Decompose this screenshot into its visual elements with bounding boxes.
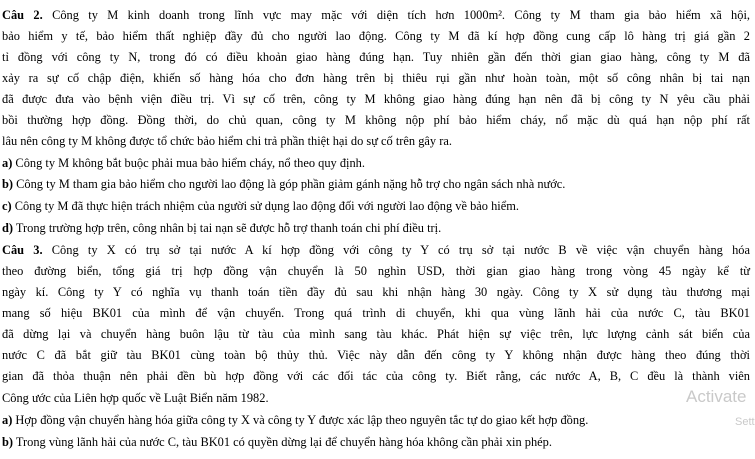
q2-line-1 xyxy=(2,5,750,25)
option-text: Công ty M đã thực hiện trách nhiệm của người sử dụng lao động đối với người lao động về bảo hiểm. xyxy=(11,199,519,213)
option-text: Hợp đồng vận chuyển hàng hóa giữa công ty X và công ty Y được xác lập theo nguyên tắc tự do giao kết hợp đồng. xyxy=(12,413,589,427)
q2-option-d xyxy=(2,218,750,238)
q2-line-5: đã được đưa vào bệnh viện điều trị. Vì sự cố trên, công ty M không giao hàng đúng hạn nên đã bị công ty N yêu cầu phải xyxy=(2,92,750,106)
q3-line-8: Công ước của Liên hợp quốc về Luật Biển năm 1982. xyxy=(2,391,269,405)
option-text: Công ty M không bắt buộc phải mua bảo hiểm cháy, nổ theo quy định. xyxy=(12,156,365,170)
q3-line-6: nước C đã bắt giữ tàu BK01 cùng toàn bộ thủy thủ. Việc này dẫn đến công ty Y không nhận được hàng theo đúng thời xyxy=(2,348,750,362)
q3-line-2: theo đường biển, tổng giá trị hợp đồng vận chuyển là 50 nghìn USD, thời gian giao hàng trong vòng 45 ngày kể từ xyxy=(2,264,750,278)
q2-line-3: tỉ đồng với công ty N, trong đó có điều khoản giao hàng đúng hạn. Tuy nhiên gần đến thời gian giao hàng, công ty M đã xyxy=(2,50,750,64)
option-label: b) xyxy=(2,177,14,191)
q3-option-b xyxy=(2,432,750,452)
q2-line-7: lâu nên công ty M không được tổ chức bảo hiểm chi trả phần thiệt hại do sự cố trên gây ra. xyxy=(2,134,452,148)
q3-option-a xyxy=(2,410,750,430)
option-label: a) xyxy=(2,156,13,170)
option-label: b) xyxy=(2,435,14,449)
q2-text: Công ty M kinh doanh trong lĩnh vực may mặc với diện tích hơn 1000m². Công ty M tham gia bảo hiểm xã hội, xyxy=(42,8,750,22)
activate-windows-settings-hint: Sett xyxy=(735,416,755,428)
option-text: Trong trường hợp trên, công nhân bị tai nạn sẽ được hỗ trợ thanh toán chi phí điều trị. xyxy=(13,221,442,235)
q2-line-4: xảy ra sự cố chập điện, khiến số hàng hóa cho đơn hàng trên bị thiêu rụi gần như hoàn toàn, một số công nhân bị tai nạn xyxy=(2,71,750,85)
q2-option-c xyxy=(2,196,750,216)
option-text: Trong vùng lãnh hải của nước C, tàu BK01 có quyền dừng lại để chuyển hàng hóa không cần phải xin phép. xyxy=(13,435,552,449)
q2-line-6: bồi thường hợp đồng. Đồng thời, do chủ quan, công ty M không nộp phí bảo hiểm cháy, nổ mặc dù quá hạn nộp phí rất xyxy=(2,113,750,127)
activate-windows-watermark: Activate xyxy=(686,387,747,406)
option-label: d) xyxy=(2,221,14,235)
q3-line-4: mang số hiệu BK01 của mình để vận chuyển. Trong quá trình di chuyển, khi qua vùng lãnh hải của nước C, tàu BK01 xyxy=(2,306,750,320)
q3-heading: Câu 3. xyxy=(2,243,43,257)
q2-heading: Câu 2. xyxy=(2,8,43,22)
q3-line-7: gian đã thỏa thuận nên phải đền bù hợp đồng với các đối tác của công ty. Biết rằng, các nước A, B, C đều là thành viên xyxy=(2,369,750,383)
q2-line-2: bảo hiểm y tế, bảo hiểm thất nghiệp đầy đủ cho người lao động. Công ty M đã kí hợp đồng cung cấp lô hàng trị giá gần 2 xyxy=(2,29,750,43)
q2-option-a xyxy=(2,153,750,173)
option-label: c) xyxy=(2,199,12,213)
option-label: a) xyxy=(2,413,13,427)
option-text: Công ty M tham gia bảo hiểm cho người lao động là góp phần giảm gánh nặng hỗ trợ cho ngân sách nhà nước. xyxy=(13,177,566,191)
q3-line-1 xyxy=(2,240,750,260)
q3-line-3: ngày kí. Công ty Y có nghĩa vụ thanh toán tiền đầy đủ sau khi nhận hàng 30 ngày. Công ty X sử dụng tàu thương mại xyxy=(2,285,750,299)
q3-line-5: đã dừng lại và chuyển hàng buôn lậu từ tàu của mình sang tàu khác. Phát hiện sự việc trên, lực lượng cảnh sát biển của xyxy=(2,327,750,341)
q2-option-b xyxy=(2,174,750,194)
q3-text: Công ty X có trụ sở tại nước A kí hợp đồng với công ty Y có trụ sở tại nước B về việc vận chuyển hàng hóa xyxy=(42,243,750,257)
